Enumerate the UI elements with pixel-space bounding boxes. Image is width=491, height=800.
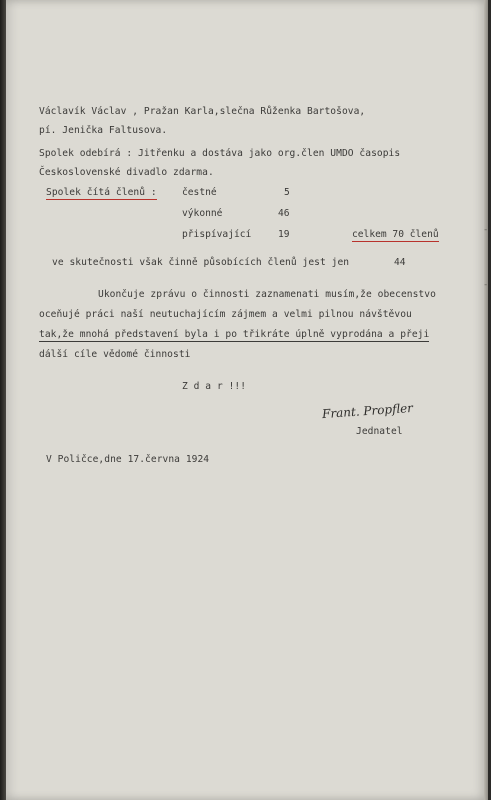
subscription-line-1: Spolek odebírá : Jitřenku a dostáva jako org.člen UMDO časopis xyxy=(39,148,401,159)
greeting: Z d a r !!! xyxy=(182,381,247,392)
members-label: Spolek čítá členů : xyxy=(46,187,157,198)
actual-members-line: ve skutečnosti však činně působících členů jest jen xyxy=(52,257,350,268)
page-edge xyxy=(484,0,488,800)
member-type-active: výkonné xyxy=(182,208,223,219)
subscription-line-2: Československé divadlo zdarma. xyxy=(39,167,214,178)
member-count-contributing: 19 xyxy=(278,229,290,240)
margin-mark: - xyxy=(483,280,489,290)
paragraph-line-1: Ukončuje zprávu o činnosti zaznamenati musím,že obecenstvo xyxy=(98,289,436,300)
paragraph-line-4: dálší cíle vědomé činnosti xyxy=(39,349,191,360)
members-total: celkem 70 členů xyxy=(352,229,439,240)
actual-members-count: 44 xyxy=(394,257,406,268)
paragraph-line-2: oceňujé práci naší neutuchajícím zájmem a velmi pilnou návštěvou xyxy=(39,309,412,320)
member-count-active: 46 xyxy=(278,208,290,219)
place-and-date: V Poličce,dne 17.června 1924 xyxy=(46,454,210,465)
names-line-2: pí. Jenička Faltusova. xyxy=(39,125,168,136)
document-page xyxy=(6,0,488,800)
member-type-contributing: přispívající xyxy=(182,229,252,240)
margin-mark: - xyxy=(483,225,489,235)
names-line-1: Václavík Václav , Pražan Karla,slečna Růženka Bartošova, xyxy=(39,106,366,117)
member-count-honorary: 5 xyxy=(284,187,290,198)
paragraph-line-3: tak,že mnohá představení byla i po třikráte úplně vyprodána a přeji xyxy=(39,329,430,340)
handwritten-signature: Frant. Propfler xyxy=(321,400,414,422)
member-type-honorary: čestné xyxy=(182,187,217,198)
signatory-role: Jednatel xyxy=(356,426,403,437)
